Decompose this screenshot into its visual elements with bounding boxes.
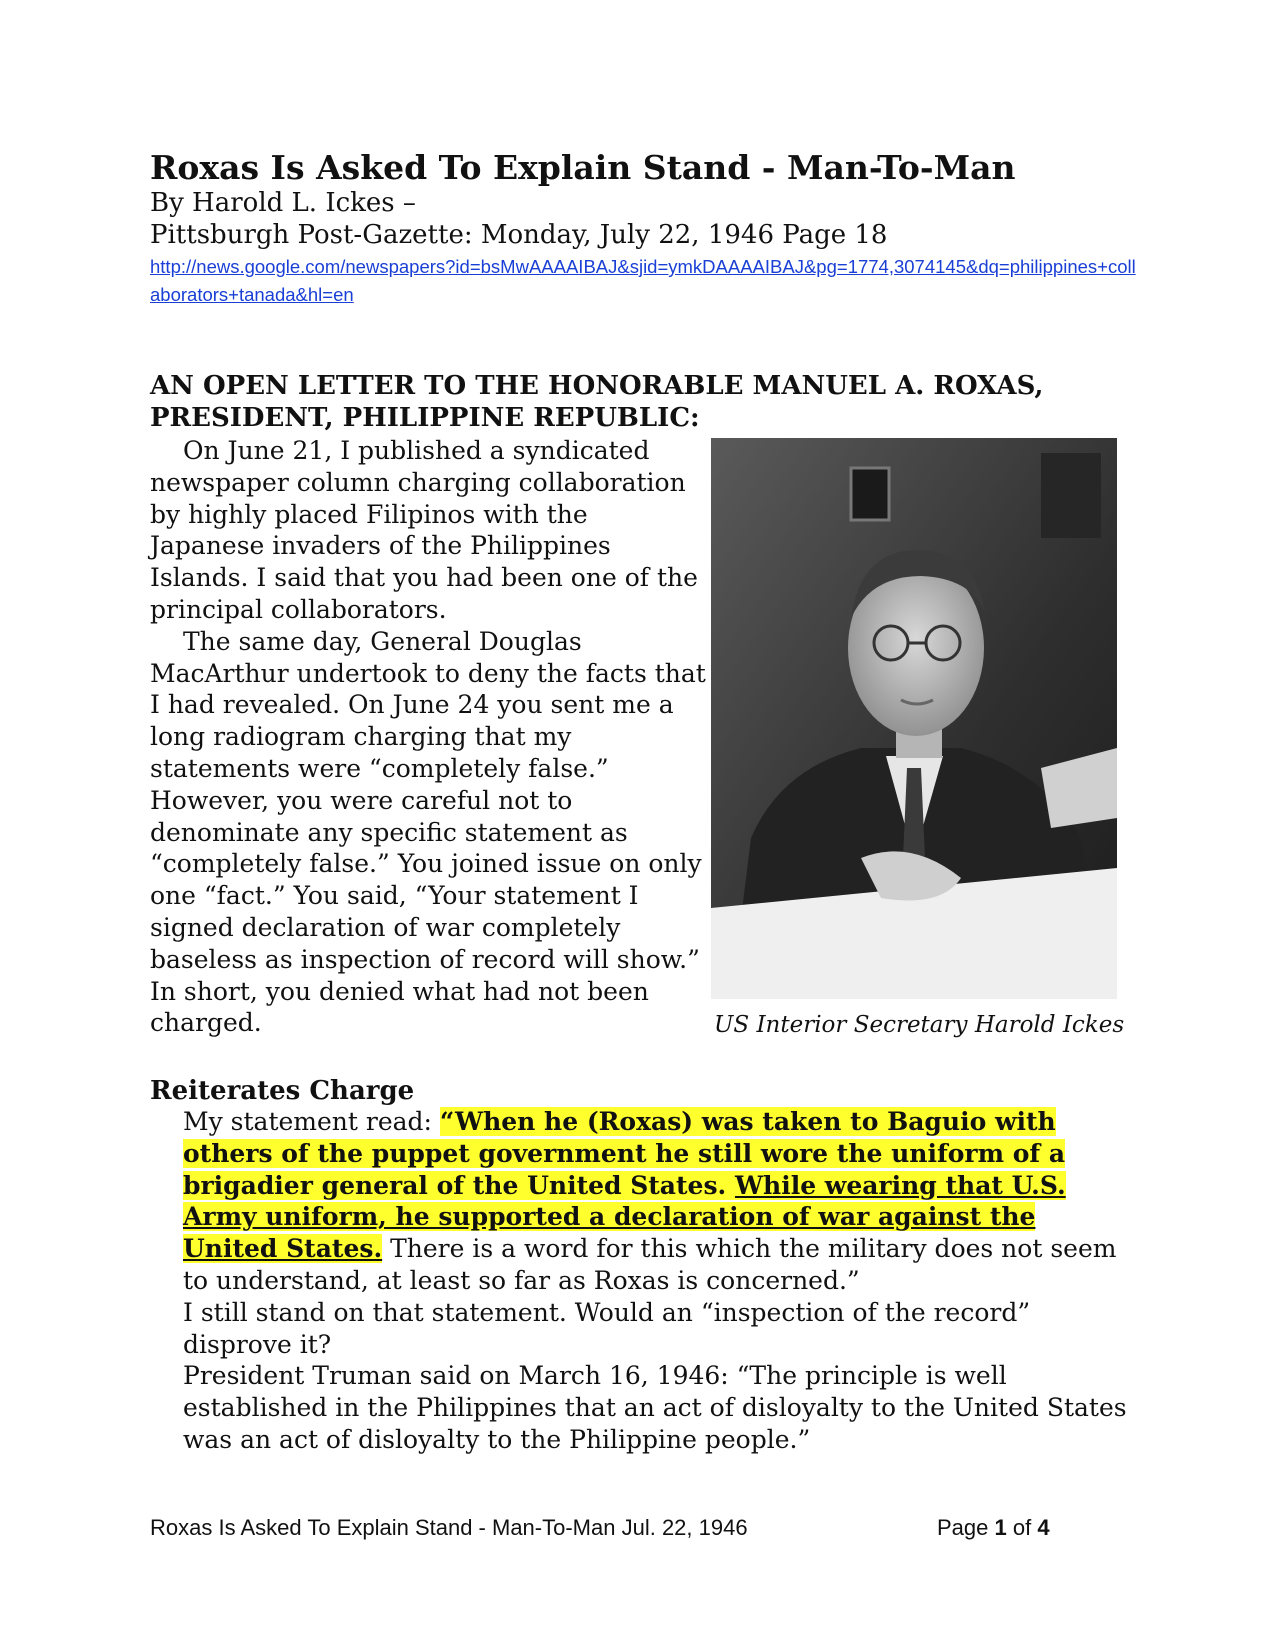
column-line: by highly placed Filipinos with the <box>150 499 588 529</box>
column-line: MacArthur undertook to deny the facts that <box>150 658 706 688</box>
paragraph-stand: I still stand on that statement. Would an “inspection of the record” disprove it? <box>183 1297 1031 1359</box>
column-line: On June 21, I published a syndicated <box>183 436 650 465</box>
column-line: However, you were careful not to <box>150 785 573 815</box>
column-line: charged. <box>150 1008 262 1038</box>
column-line: In short, you denied what had not been <box>150 976 649 1006</box>
column-line: one “fact.” You said, “Your statement I <box>150 881 639 911</box>
source-link[interactable]: http://news.google.com/newspapers?id=bsMwAAAAIBAJ&sjid=ymkDAAAAIBAJ&pg=1774,3074145&dq=philippines+collaborators+tanada&hl=en <box>150 256 1136 305</box>
column-line: statements were “completely false.” <box>150 753 609 783</box>
column-line: Islands. I said that you had been one of the <box>150 563 698 593</box>
of-label: of <box>1006 1515 1038 1540</box>
paragraph-truman: President Truman said on March 16, 1946: “The principle is well established in the Philippines that an act of disloyalty to the United States was an act of disloyalty to the Philippine people.” <box>183 1361 1127 1454</box>
column-line: baseless as inspection of record will show.” <box>150 944 700 974</box>
column-line: The same day, General Douglas <box>183 626 582 656</box>
letter-heading <box>150 370 1140 434</box>
column-line: I had revealed. On June 24 you sent me a <box>150 690 674 720</box>
highlighted-quote: “When he (Roxas) was taken to Baguio with others of the puppet government he still wore the uniform of a brigadier general of the United States. <box>183 1107 1066 1200</box>
column-line: “completely false.” You joined issue on only <box>150 849 702 879</box>
letter-heading-line-2: PRESIDENT, PHILIPPINE REPUBLIC: <box>150 403 700 433</box>
paragraph-quote <box>150 1106 1130 1297</box>
source-citation: Pittsburgh Post-Gazette: Monday, July 22, 1946 Page 18 <box>150 220 888 250</box>
column-line: principal collaborators. <box>150 594 447 624</box>
photo-caption: US Interior Secretary Harold Ickes <box>714 1012 1125 1038</box>
quote-intro: My statement read: <box>183 1107 440 1136</box>
total-pages: 4 <box>1037 1515 1050 1540</box>
column-line: newspaper column charging collaboration <box>150 467 686 497</box>
page-number <box>937 1514 1050 1542</box>
column-line: Japanese invaders of the Philippines <box>150 531 611 561</box>
highlighted-underlined-quote: While wearing that U.S. Army uniform, he supported a declaration of war against the United States. <box>183 1170 1066 1264</box>
document-title: Roxas Is Asked To Explain Stand - Man-To-Man <box>150 148 1016 187</box>
column-line: long radiogram charging that my <box>150 722 572 752</box>
section-subhead: Reiterates Charge <box>150 1076 415 1106</box>
portrait-photo <box>711 438 1117 999</box>
quote-remainder: There is a word for this which the military does not seem to understand, at least so far as Roxas is concerned.” <box>183 1234 1117 1295</box>
section-body <box>150 1106 1130 1456</box>
letter-opening-column <box>150 435 710 1039</box>
portrait-illustration <box>711 438 1117 999</box>
column-line: denominate any specific statement as <box>150 817 628 847</box>
page-label: Page <box>937 1515 995 1540</box>
letter-heading-line-1: AN OPEN LETTER TO THE HONORABLE MANUEL A. ROXAS, <box>150 371 1044 401</box>
byline: By Harold L. Ickes – <box>150 188 416 218</box>
column-line: signed declaration of war completely <box>150 912 621 942</box>
footer-title: Roxas Is Asked To Explain Stand - Man-To-Man Jul. 22, 1946 <box>150 1515 748 1540</box>
current-page: 1 <box>994 1515 1007 1540</box>
